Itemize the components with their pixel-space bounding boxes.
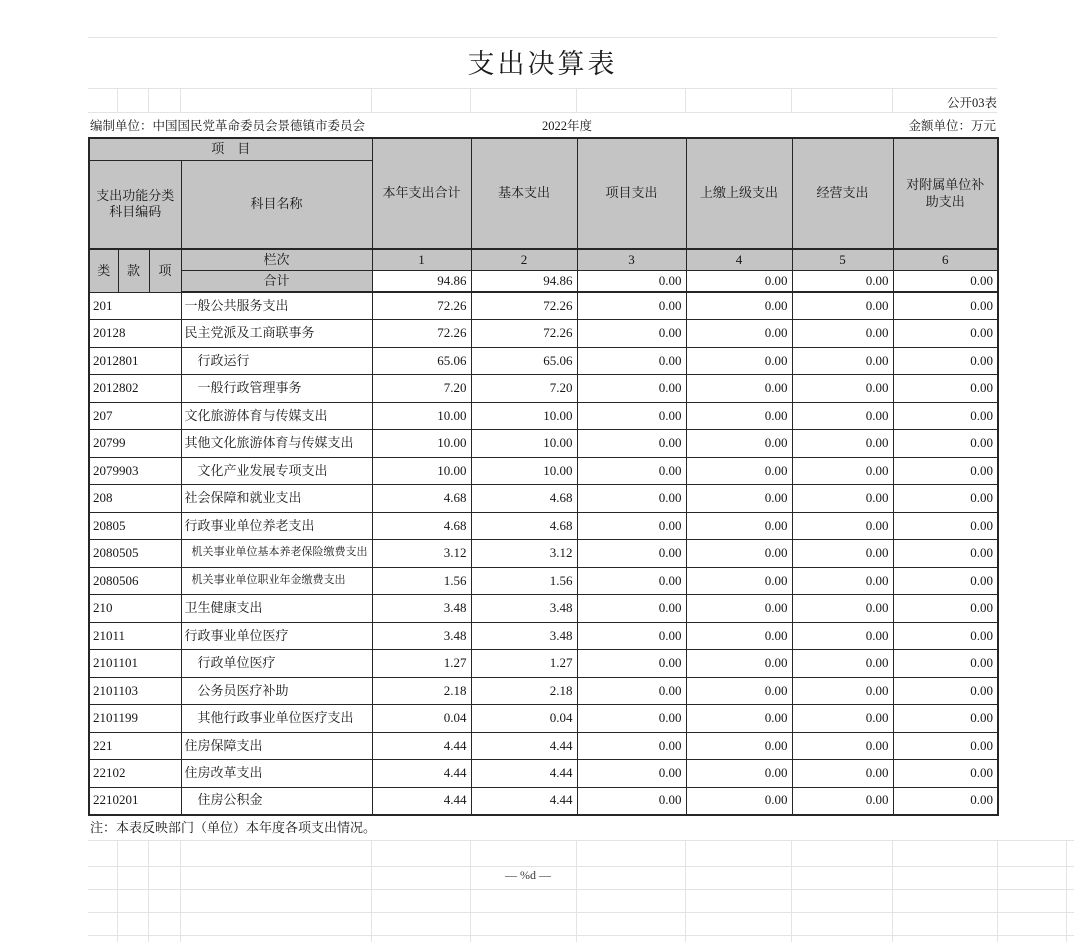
- gridline-vertical: [576, 840, 577, 942]
- value-cell: 4.68: [471, 485, 577, 513]
- gridline-vertical: [685, 840, 686, 942]
- amount-unit-label: 金额单位：万元: [908, 119, 996, 133]
- gridline-vertical: [148, 88, 149, 112]
- value-cell: 4.44: [372, 760, 471, 788]
- header-row-lanci: [89, 249, 998, 270]
- value-cell: 0.00: [792, 622, 893, 650]
- fiscal-year-label: 2022年度: [541, 119, 592, 133]
- gridline-vertical: [685, 88, 686, 112]
- column-number: 5: [792, 249, 893, 270]
- table-row: [89, 347, 998, 375]
- header-col-upward-payment: 上缴上级支出: [686, 138, 792, 249]
- header-subject-name: 科目名称: [181, 160, 372, 249]
- function-code-cell: 2012802: [89, 375, 181, 403]
- gridline-horizontal: [88, 88, 997, 89]
- value-cell: 0.00: [893, 402, 998, 430]
- value-cell: 7.20: [372, 375, 471, 403]
- subject-name-cell: 民主党派及工商联事务: [181, 320, 372, 348]
- column-number: 1: [372, 249, 471, 270]
- value-cell: 0.00: [792, 430, 893, 458]
- table-row: [89, 485, 998, 513]
- header-item-col: 款: [118, 249, 149, 292]
- function-code-cell: 2080505: [89, 540, 181, 568]
- table-row: [89, 402, 998, 430]
- header-entry-col: 项: [149, 249, 181, 292]
- doc-code-label: 公开03表: [946, 96, 997, 110]
- value-cell: 0.04: [471, 705, 577, 733]
- value-cell: 0.00: [792, 705, 893, 733]
- value-cell: 0.00: [792, 787, 893, 815]
- gridline-vertical: [892, 840, 893, 942]
- value-cell: 4.44: [471, 732, 577, 760]
- value-cell: 0.00: [893, 567, 998, 595]
- value-cell: 0.00: [577, 402, 686, 430]
- value-cell: 0.00: [686, 292, 792, 320]
- table-row: [89, 375, 998, 403]
- function-code-cell: 207: [89, 402, 181, 430]
- value-cell: 0.00: [686, 595, 792, 623]
- value-cell: 10.00: [372, 402, 471, 430]
- value-cell: 0.00: [893, 732, 998, 760]
- value-cell: 0.00: [792, 760, 893, 788]
- table-row: [89, 457, 998, 485]
- value-cell: 3.48: [372, 622, 471, 650]
- header-row-project: [89, 138, 998, 160]
- value-cell: 0.00: [686, 622, 792, 650]
- value-cell: 0.00: [686, 402, 792, 430]
- value-cell: 4.44: [471, 787, 577, 815]
- value-cell: 65.06: [372, 347, 471, 375]
- meta-row: [88, 114, 997, 135]
- subject-name-cell: 文化产业发展专项支出: [181, 457, 372, 485]
- gridline-horizontal: [88, 866, 1074, 867]
- value-cell: 0.00: [893, 677, 998, 705]
- value-cell: 0.00: [792, 485, 893, 513]
- value-cell: 65.06: [471, 347, 577, 375]
- value-cell: 0.00: [686, 430, 792, 458]
- header-col-subsidy-to-affiliates: 对附属单位补助支出: [893, 138, 998, 249]
- gridline-vertical: [791, 840, 792, 942]
- value-cell: 0.00: [686, 375, 792, 403]
- value-cell: 4.68: [372, 512, 471, 540]
- gridline-vertical: [148, 840, 149, 942]
- value-cell: 0.00: [792, 567, 893, 595]
- value-cell: 0.00: [893, 705, 998, 733]
- value-cell: 0.00: [792, 457, 893, 485]
- column-number: 2: [471, 249, 577, 270]
- column-number: 6: [893, 249, 998, 270]
- gridline-vertical: [371, 840, 372, 942]
- value-cell: 0.00: [792, 320, 893, 348]
- value-cell: 4.44: [372, 787, 471, 815]
- value-cell: 0.00: [893, 320, 998, 348]
- value-cell: 72.26: [471, 292, 577, 320]
- value-cell: 0.00: [792, 595, 893, 623]
- value-cell: 3.12: [471, 540, 577, 568]
- value-cell: 0.00: [577, 732, 686, 760]
- value-cell: 0.00: [893, 760, 998, 788]
- gridline-vertical: [791, 88, 792, 112]
- value-cell: 0.00: [577, 677, 686, 705]
- function-code-cell: 20799: [89, 430, 181, 458]
- value-cell: 2.18: [471, 677, 577, 705]
- subject-name-cell: 一般行政管理事务: [181, 375, 372, 403]
- table-row: [89, 705, 998, 733]
- subject-name-cell: 社会保障和就业支出: [181, 485, 372, 513]
- gridline-horizontal: [88, 889, 1074, 890]
- value-cell: 0.00: [792, 650, 893, 678]
- subject-name-cell: 机关事业单位基本养老保险缴费支出: [181, 540, 372, 568]
- subject-name-cell: 行政事业单位医疗: [181, 622, 372, 650]
- value-cell: 0.00: [577, 540, 686, 568]
- subject-name-cell: 住房保障支出: [181, 732, 372, 760]
- value-cell: 0.00: [792, 347, 893, 375]
- value-cell: 0.00: [893, 787, 998, 815]
- value-cell: 0.00: [686, 650, 792, 678]
- subject-name-cell: 公务员医疗补助: [181, 677, 372, 705]
- value-cell: 0.00: [792, 732, 893, 760]
- subject-name-cell: 住房改革支出: [181, 760, 372, 788]
- value-cell: 4.68: [372, 485, 471, 513]
- value-cell: 1.56: [372, 567, 471, 595]
- value-cell: 0.00: [792, 402, 893, 430]
- gridline-vertical: [371, 88, 372, 112]
- value-cell: 0.00: [577, 595, 686, 623]
- subject-name-cell: 卫生健康支出: [181, 595, 372, 623]
- value-cell: 0.00: [577, 292, 686, 320]
- value-cell: 0.00: [792, 677, 893, 705]
- table-row: [89, 292, 998, 320]
- subject-name-cell: 行政运行: [181, 347, 372, 375]
- value-cell: 0.00: [893, 595, 998, 623]
- value-cell: 0.00: [686, 567, 792, 595]
- value-cell: 0.00: [686, 760, 792, 788]
- page-title: 支出决算表: [467, 49, 618, 79]
- value-cell: 0.00: [792, 292, 893, 320]
- gridline-vertical: [180, 88, 181, 112]
- gridline-vertical: [1066, 840, 1067, 942]
- value-cell: 10.00: [372, 430, 471, 458]
- gridline-vertical: [892, 88, 893, 112]
- value-cell: 2.18: [372, 677, 471, 705]
- gridline-horizontal: [88, 37, 997, 38]
- value-cell: 1.27: [471, 650, 577, 678]
- value-cell: 0.00: [577, 375, 686, 403]
- value-cell: 7.20: [471, 375, 577, 403]
- header-lanci-label: 栏次: [181, 249, 372, 270]
- function-code-cell: 2210201: [89, 787, 181, 815]
- value-cell: 0.00: [577, 512, 686, 540]
- value-cell: 0.00: [893, 457, 998, 485]
- function-code-cell: 20805: [89, 512, 181, 540]
- gridline-vertical: [997, 840, 998, 942]
- value-cell: 3.48: [471, 622, 577, 650]
- subject-name-cell: 行政单位医疗: [181, 650, 372, 678]
- value-cell: 4.44: [372, 732, 471, 760]
- gridline-vertical: [180, 840, 181, 942]
- total-value: 0.00: [577, 270, 686, 292]
- function-code-cell: 221: [89, 732, 181, 760]
- total-row: [89, 270, 998, 292]
- value-cell: 0.00: [893, 292, 998, 320]
- function-code-cell: 22102: [89, 760, 181, 788]
- value-cell: 0.00: [686, 732, 792, 760]
- header-function-code: 支出功能分类科目编码: [89, 160, 181, 249]
- value-cell: 3.12: [372, 540, 471, 568]
- value-cell: 0.00: [577, 567, 686, 595]
- header-project: 项 目: [89, 138, 372, 160]
- value-cell: 3.48: [471, 595, 577, 623]
- table-row: [89, 787, 998, 815]
- subject-name-cell: 机关事业单位职业年金缴费支出: [181, 567, 372, 595]
- value-cell: 0.00: [893, 485, 998, 513]
- value-cell: 4.44: [471, 760, 577, 788]
- value-cell: 0.00: [577, 485, 686, 513]
- total-value: 0.00: [893, 270, 998, 292]
- header-col-operating-expenditure: 经营支出: [792, 138, 893, 249]
- table-row: [89, 650, 998, 678]
- function-code-cell: 21011: [89, 622, 181, 650]
- table-row: [89, 732, 998, 760]
- value-cell: 0.00: [893, 347, 998, 375]
- function-code-cell: 2012801: [89, 347, 181, 375]
- subject-name-cell: 文化旅游体育与传媒支出: [181, 402, 372, 430]
- value-cell: 10.00: [372, 457, 471, 485]
- value-cell: 0.00: [893, 540, 998, 568]
- table-row: [89, 320, 998, 348]
- value-cell: 0.00: [686, 347, 792, 375]
- header-col-total-expenditure: 本年支出合计: [372, 138, 471, 249]
- column-number: 4: [686, 249, 792, 270]
- value-cell: 0.04: [372, 705, 471, 733]
- function-code-cell: 2080506: [89, 567, 181, 595]
- subject-name-cell: 行政事业单位养老支出: [181, 512, 372, 540]
- value-cell: 0.00: [893, 622, 998, 650]
- gridline-horizontal: [88, 935, 1074, 936]
- value-cell: 0.00: [792, 512, 893, 540]
- column-number: 3: [577, 249, 686, 270]
- value-cell: 0.00: [792, 375, 893, 403]
- value-cell: 0.00: [577, 705, 686, 733]
- value-cell: 0.00: [577, 650, 686, 678]
- prepared-by-label: 编制单位：中国国民党革命委员会景德镇市委员会: [90, 119, 366, 133]
- value-cell: 0.00: [577, 787, 686, 815]
- function-code-cell: 210: [89, 595, 181, 623]
- value-cell: 1.56: [471, 567, 577, 595]
- gridline-vertical: [470, 840, 471, 942]
- value-cell: 0.00: [686, 512, 792, 540]
- expenditure-table: [88, 137, 999, 816]
- value-cell: 0.00: [577, 457, 686, 485]
- table-row: [89, 567, 998, 595]
- value-cell: 10.00: [471, 457, 577, 485]
- function-code-cell: 20128: [89, 320, 181, 348]
- value-cell: 0.00: [686, 485, 792, 513]
- header-col-basic-expenditure: 基本支出: [471, 138, 577, 249]
- table-row: [89, 540, 998, 568]
- table-row: [89, 430, 998, 458]
- value-cell: 0.00: [577, 430, 686, 458]
- value-cell: 10.00: [471, 402, 577, 430]
- value-cell: 0.00: [686, 540, 792, 568]
- total-label: 合计: [181, 270, 372, 292]
- total-value: 0.00: [686, 270, 792, 292]
- value-cell: 10.00: [471, 430, 577, 458]
- gridline-vertical: [117, 88, 118, 112]
- value-cell: 0.00: [686, 677, 792, 705]
- table-row: [89, 677, 998, 705]
- table-row: [89, 595, 998, 623]
- table-row: [89, 760, 998, 788]
- value-cell: 0.00: [893, 430, 998, 458]
- subject-name-cell: 一般公共服务支出: [181, 292, 372, 320]
- function-code-cell: 2079903: [89, 457, 181, 485]
- subject-name-cell: 住房公积金: [181, 787, 372, 815]
- total-value: 0.00: [792, 270, 893, 292]
- value-cell: 1.27: [372, 650, 471, 678]
- value-cell: 0.00: [577, 760, 686, 788]
- value-cell: 0.00: [686, 457, 792, 485]
- header-class-col: 类: [89, 249, 118, 292]
- header-col-project-expenditure: 项目支出: [577, 138, 686, 249]
- value-cell: 72.26: [372, 292, 471, 320]
- value-cell: 72.26: [372, 320, 471, 348]
- table-body: [89, 292, 998, 815]
- function-code-cell: 2101103: [89, 677, 181, 705]
- gridline-vertical: [470, 88, 471, 112]
- value-cell: 4.68: [471, 512, 577, 540]
- table-row: [89, 622, 998, 650]
- function-code-cell: 208: [89, 485, 181, 513]
- value-cell: 0.00: [686, 787, 792, 815]
- table-row: [89, 512, 998, 540]
- value-cell: 72.26: [471, 320, 577, 348]
- gridline-vertical: [117, 840, 118, 942]
- value-cell: 0.00: [792, 540, 893, 568]
- value-cell: 0.00: [577, 320, 686, 348]
- function-code-cell: 201: [89, 292, 181, 320]
- footnote: 注：本表反映部门（单位）本年度各项支出情况。: [90, 820, 377, 835]
- value-cell: 0.00: [686, 320, 792, 348]
- value-cell: 0.00: [893, 375, 998, 403]
- gridline-vertical: [576, 88, 577, 112]
- gridline-horizontal: [88, 112, 997, 113]
- value-cell: 0.00: [893, 512, 998, 540]
- value-cell: 0.00: [686, 705, 792, 733]
- value-cell: 0.00: [577, 622, 686, 650]
- total-value: 94.86: [372, 270, 471, 292]
- subject-name-cell: 其他文化旅游体育与传媒支出: [181, 430, 372, 458]
- value-cell: 0.00: [893, 650, 998, 678]
- value-cell: 0.00: [577, 347, 686, 375]
- gridline-horizontal: [88, 912, 1074, 913]
- function-code-cell: 2101101: [89, 650, 181, 678]
- total-value: 94.86: [471, 270, 577, 292]
- function-code-cell: 2101199: [89, 705, 181, 733]
- page-number-placeholder: — %d —: [505, 868, 551, 882]
- value-cell: 3.48: [372, 595, 471, 623]
- subject-name-cell: 其他行政事业单位医疗支出: [181, 705, 372, 733]
- gridline-horizontal: [88, 840, 1074, 841]
